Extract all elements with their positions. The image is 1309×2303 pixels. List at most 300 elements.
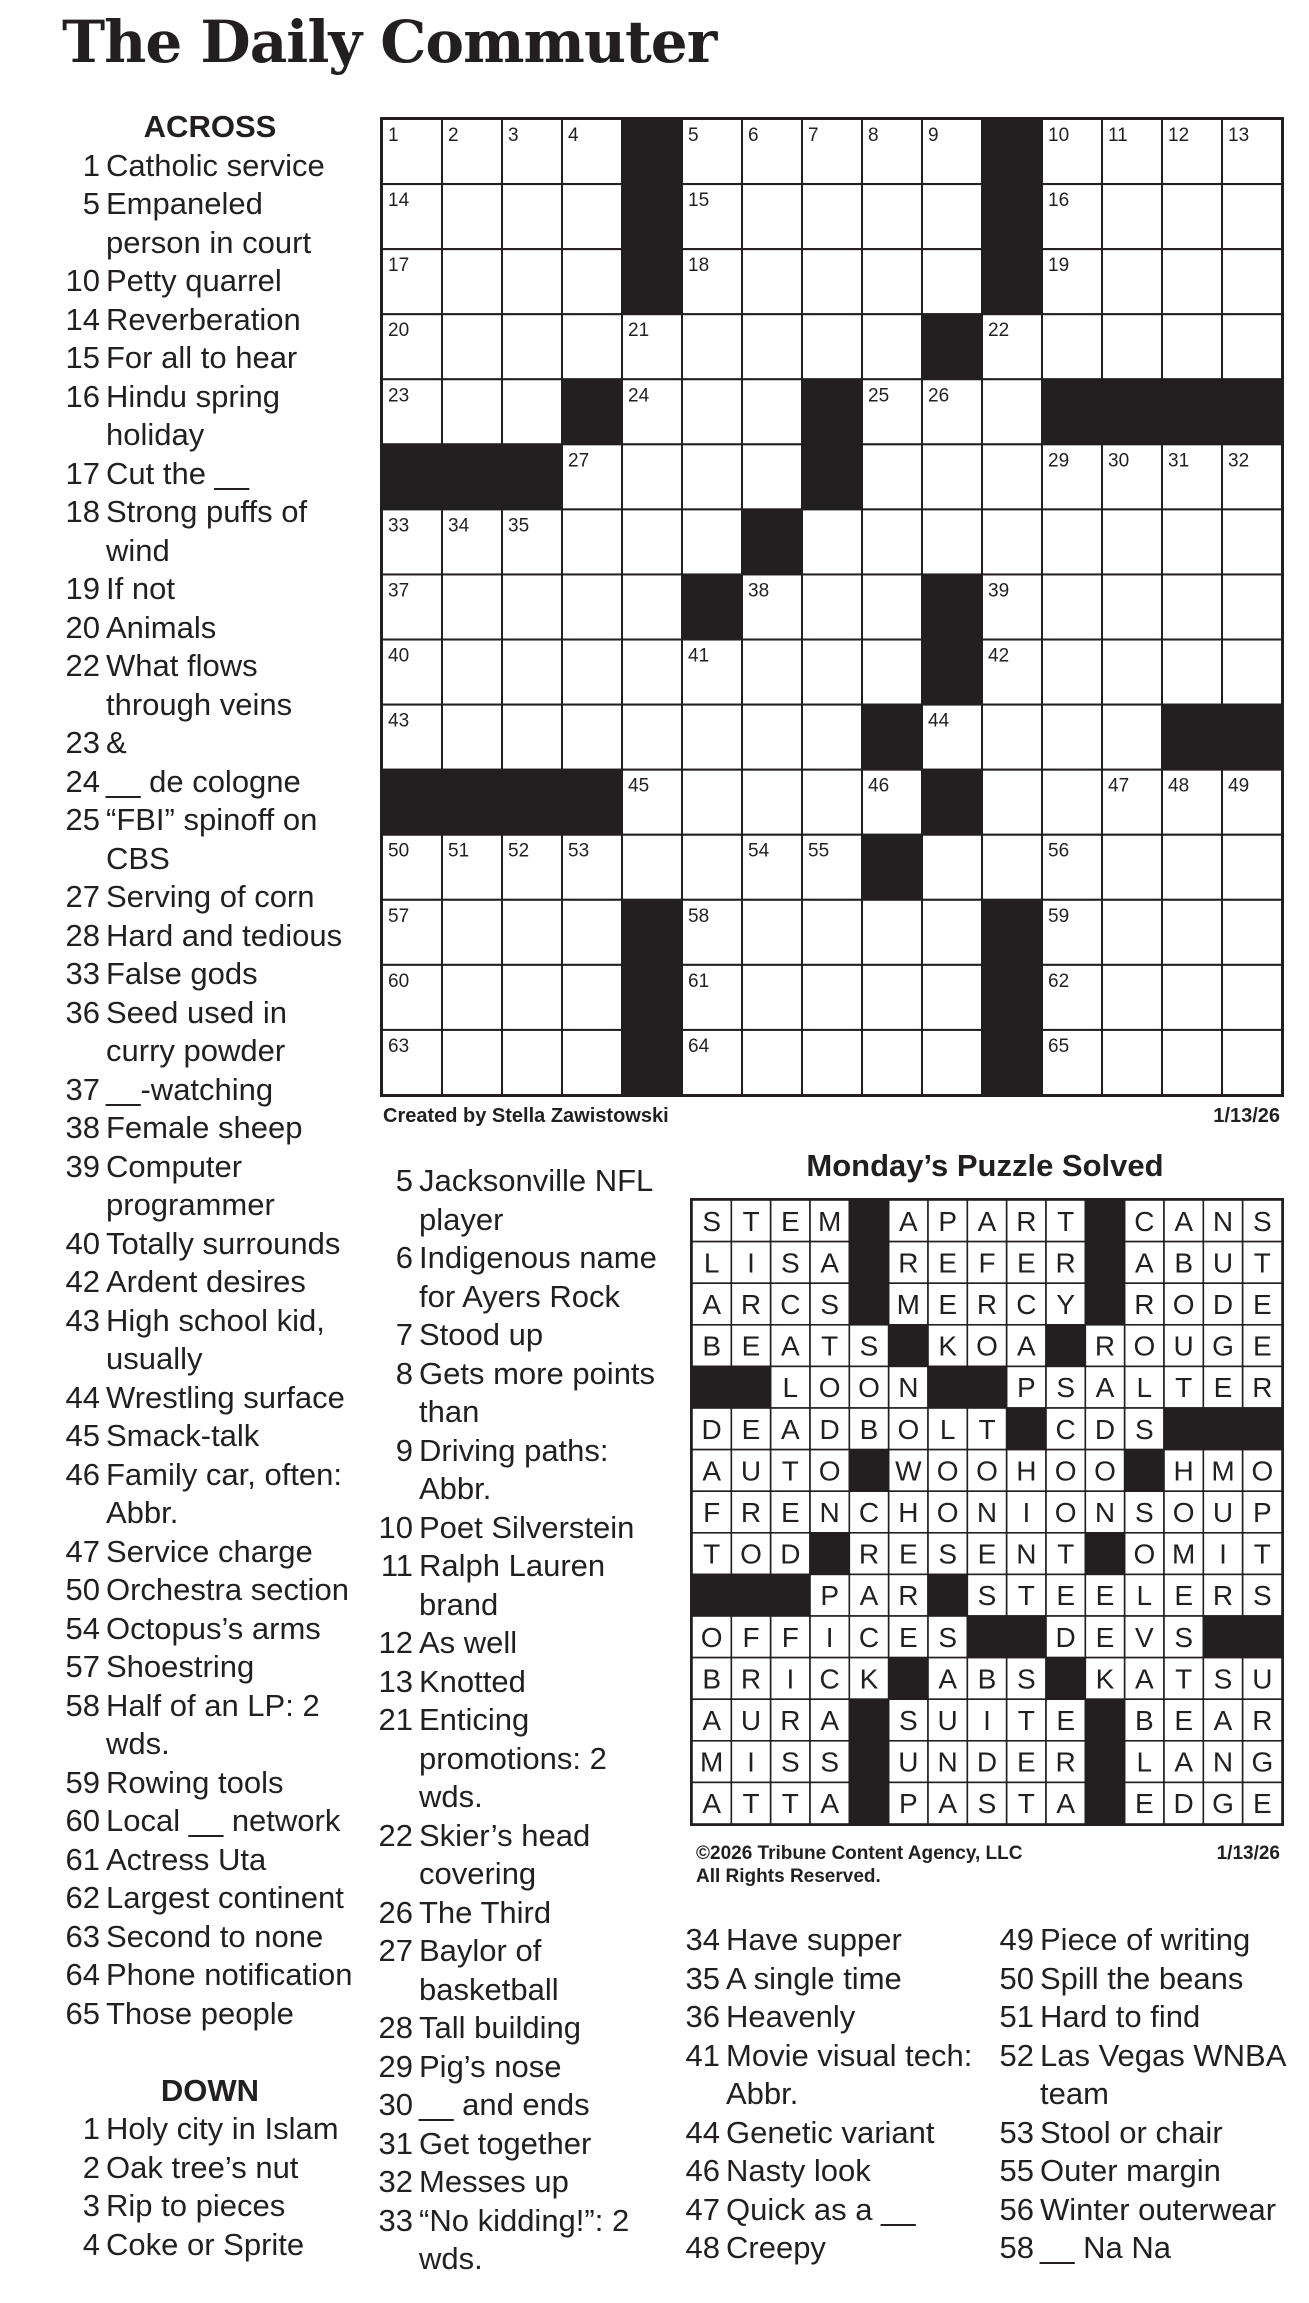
solution-letter: I — [1219, 1538, 1227, 1570]
solution-letter: T — [1175, 1372, 1193, 1404]
grid-cell[interactable] — [1102, 314, 1162, 379]
solution-letter: M — [1211, 1455, 1235, 1487]
cell-number: 37 — [388, 580, 410, 602]
cell-number: 30 — [1108, 450, 1130, 472]
grid-cell[interactable] — [1222, 835, 1282, 900]
grid-cell[interactable] — [562, 1030, 622, 1095]
clue-number: 38 — [65, 1110, 100, 1145]
solution-letter: T — [1057, 1205, 1075, 1237]
black-square — [382, 770, 442, 835]
solution-black-square — [849, 1200, 888, 1242]
cell-number: 34 — [448, 515, 470, 537]
solution-black-square — [1085, 1782, 1124, 1824]
grid-cell[interactable] — [982, 444, 1042, 509]
solution-letter: D — [819, 1413, 840, 1445]
grid-cell[interactable] — [562, 184, 622, 249]
solution-letter: E — [1056, 1580, 1076, 1612]
grid-cell[interactable] — [622, 444, 682, 509]
grid-cell[interactable] — [442, 640, 502, 705]
grid-cell[interactable] — [562, 509, 622, 574]
grid-cell[interactable] — [682, 314, 742, 379]
solution-letter: A — [1134, 1663, 1154, 1695]
grid-cell[interactable] — [442, 574, 502, 639]
grid-cell[interactable] — [682, 509, 742, 574]
solution-letter: L — [703, 1247, 720, 1279]
grid-cell[interactable] — [1102, 705, 1162, 770]
grid-cell[interactable] — [862, 640, 922, 705]
solution-letter: T — [742, 1205, 760, 1237]
solution-letter: N — [898, 1372, 919, 1404]
cell-number: 62 — [1048, 970, 1070, 992]
solution-letter: P — [1252, 1497, 1272, 1528]
grid-cell[interactable] — [1162, 835, 1222, 900]
grid-cell[interactable] — [802, 574, 862, 639]
clue-item — [60, 1533, 360, 1572]
solution-letter: E — [780, 1205, 800, 1237]
clue-item — [60, 917, 360, 956]
solution-grid — [690, 1198, 1284, 1826]
solution-letter: L — [782, 1372, 799, 1404]
clue-item — [373, 1239, 673, 1316]
grid-cell[interactable] — [802, 965, 862, 1030]
crossword-grid[interactable] — [380, 117, 1284, 1097]
grid-cell[interactable] — [1222, 900, 1282, 965]
clue-item — [994, 2037, 1304, 2114]
grid-cell[interactable] — [682, 379, 742, 444]
clue-number: 43 — [65, 1302, 100, 1338]
solution-letter: N — [819, 1497, 840, 1528]
solution-black-square — [1085, 1741, 1124, 1783]
solution-letter: F — [781, 1621, 799, 1653]
clue-item — [60, 1456, 360, 1533]
grid-cell[interactable] — [1222, 640, 1282, 705]
grid-cell[interactable] — [802, 509, 862, 574]
solution-letter: A — [1174, 1746, 1194, 1778]
clue-text: Empaneled person in court — [106, 186, 312, 260]
solution-letter: O — [1133, 1330, 1156, 1362]
solution-letter: Y — [1056, 1289, 1076, 1320]
grid-cell[interactable] — [1222, 1030, 1282, 1095]
clue-item — [60, 301, 360, 340]
solution-letter: I — [747, 1746, 755, 1778]
solution-letter: F — [978, 1247, 996, 1279]
clue-text: Winter outerwear — [1040, 2191, 1277, 2227]
clue-item — [994, 2191, 1304, 2230]
grid-cell[interactable] — [1222, 249, 1282, 314]
clue-item — [373, 1509, 673, 1548]
grid-cell[interactable] — [682, 444, 742, 509]
grid-cell[interactable] — [622, 640, 682, 705]
grid-cell[interactable] — [922, 184, 982, 249]
clue-item — [60, 724, 360, 763]
clue-number: 40 — [65, 1225, 100, 1261]
clue-number: 63 — [65, 1918, 100, 1954]
solution-letter: S — [820, 1746, 840, 1778]
solution-letter: N — [937, 1746, 958, 1778]
clue-text: Outer margin — [1040, 2153, 1221, 2188]
clue-number: 5 — [395, 1163, 413, 1198]
across-clues-column — [60, 108, 360, 2264]
down-clue-list-1 — [60, 2110, 360, 2264]
grid-cell[interactable] — [862, 509, 922, 574]
clue-item — [60, 455, 360, 494]
grid-cell[interactable] — [1042, 705, 1102, 770]
solution-letter: R — [1016, 1205, 1037, 1237]
grid-cell[interactable] — [742, 640, 802, 705]
grid-cell[interactable] — [1042, 640, 1102, 705]
grid-cell[interactable] — [982, 509, 1042, 574]
clue-number: 26 — [378, 1894, 413, 1930]
clue-item — [373, 1624, 673, 1663]
clue-text: __ and ends — [419, 2087, 590, 2122]
grid-cell[interactable] — [802, 705, 862, 770]
clue-item — [60, 1687, 360, 1764]
down-header: DOWN — [160, 2072, 260, 2108]
cell-number: 18 — [688, 255, 710, 277]
clue-text: Hard to find — [1040, 1999, 1201, 2034]
grid-cell[interactable] — [742, 965, 802, 1030]
solution-letter: M — [818, 1205, 842, 1237]
grid-cell[interactable] — [742, 705, 802, 770]
copyright-line-1: ©2026 Tribune Content Agency, LLC — [696, 1843, 1023, 1864]
clue-text: Pig’s nose — [419, 2048, 562, 2084]
grid-cell[interactable] — [562, 900, 622, 965]
solution-letter: A — [820, 1705, 840, 1736]
grid-cell[interactable] — [1162, 640, 1222, 705]
grid-cell[interactable] — [1042, 770, 1102, 835]
clue-text: Animals — [106, 609, 217, 645]
clue-text: Cut the __ — [106, 455, 250, 491]
clue-number: 61 — [65, 1841, 100, 1877]
grid-cell[interactable] — [442, 379, 502, 444]
black-square — [982, 184, 1042, 249]
grid-cell[interactable] — [1042, 509, 1102, 574]
clue-item — [60, 378, 360, 455]
grid-cell[interactable] — [1162, 314, 1222, 379]
clue-number: 59 — [65, 1764, 100, 1800]
clue-item — [60, 1109, 360, 1148]
solution-letter: N — [1212, 1205, 1234, 1237]
grid-cell[interactable] — [802, 900, 862, 965]
clue-item — [60, 763, 360, 802]
grid-cell[interactable] — [742, 900, 802, 965]
grid-cell[interactable] — [1042, 574, 1102, 639]
clue-number: 50 — [999, 1960, 1034, 1996]
grid-cell[interactable] — [1162, 574, 1222, 639]
clue-text: Petty quarrel — [106, 263, 282, 298]
cell-number: 6 — [748, 125, 759, 146]
grid-cell[interactable] — [1222, 314, 1282, 379]
grid-cell[interactable] — [622, 509, 682, 574]
grid-cell[interactable] — [1102, 835, 1162, 900]
solution-letter: A — [702, 1455, 722, 1487]
grid-cell[interactable] — [562, 965, 622, 1030]
clue-number: 36 — [685, 1999, 720, 2034]
grid-cell[interactable] — [862, 444, 922, 509]
solution-letter: R — [1252, 1705, 1273, 1736]
grid-cell[interactable] — [982, 835, 1042, 900]
grid-cell[interactable] — [562, 314, 622, 379]
clue-item — [60, 1802, 360, 1841]
clue-number: 31 — [378, 2125, 413, 2161]
grid-cell[interactable] — [1102, 640, 1162, 705]
grid-cell[interactable] — [502, 705, 562, 770]
grid-cell[interactable] — [802, 314, 862, 379]
clue-text: Actress Uta — [106, 1841, 267, 1877]
grid-cell[interactable] — [922, 900, 982, 965]
solution-letter: U — [937, 1705, 958, 1736]
solution-letter: A — [1213, 1705, 1233, 1736]
grid-cell[interactable] — [1102, 184, 1162, 249]
clue-item — [60, 1225, 360, 1264]
grid-cell[interactable] — [442, 705, 502, 770]
grid-cell[interactable] — [502, 249, 562, 314]
clue-number: 45 — [65, 1418, 100, 1453]
solution-letter: E — [938, 1247, 958, 1279]
clue-number: 51 — [999, 1999, 1034, 2034]
grid-cell[interactable] — [862, 249, 922, 314]
clue-item — [994, 2229, 1304, 2268]
clue-text: Have supper — [726, 1922, 902, 1957]
grid-cell[interactable] — [922, 965, 982, 1030]
clue-text: Rip to pieces — [106, 2188, 286, 2223]
clue-text: Oak tree’s nut — [106, 2149, 299, 2185]
grid-cell[interactable] — [562, 249, 622, 314]
cell-number: 38 — [748, 580, 770, 602]
grid-cell[interactable] — [1162, 184, 1222, 249]
solution-letter: O — [897, 1413, 920, 1445]
grid-cell[interactable] — [502, 965, 562, 1030]
solution-letter: D — [1094, 1413, 1116, 1445]
clue-item — [680, 2191, 985, 2230]
solution-date: 1/13/26 — [1216, 1843, 1280, 1864]
solution-letter: V — [1134, 1621, 1154, 1653]
solution-letter: L — [939, 1413, 956, 1445]
clue-item — [60, 570, 360, 609]
solution-letter: C — [1016, 1289, 1037, 1320]
solution-letter: S — [1134, 1413, 1154, 1445]
clue-number: 58 — [999, 2230, 1034, 2265]
grid-cell[interactable] — [922, 249, 982, 314]
grid-cell[interactable] — [682, 835, 742, 900]
grid-cell[interactable] — [742, 444, 802, 509]
solution-letter: L — [1136, 1580, 1153, 1612]
grid-cell[interactable] — [622, 835, 682, 900]
solution-letter: E — [938, 1289, 958, 1320]
grid-cell[interactable] — [802, 1030, 862, 1095]
solution-letter: A — [1016, 1330, 1036, 1362]
grid-cell[interactable] — [442, 965, 502, 1030]
grid-cell[interactable] — [502, 184, 562, 249]
grid-cell[interactable] — [802, 184, 862, 249]
grid-cell[interactable] — [1222, 509, 1282, 574]
grid-cell[interactable] — [1222, 965, 1282, 1030]
grid-cell[interactable] — [742, 770, 802, 835]
grid-cell[interactable] — [982, 379, 1042, 444]
grid-cell[interactable] — [1222, 184, 1282, 249]
solution-letter: S — [859, 1330, 879, 1362]
solution-letter: D — [780, 1538, 801, 1570]
black-square — [1162, 379, 1222, 444]
clue-text: Hindu spring holiday — [106, 378, 281, 452]
grid-cell[interactable] — [922, 835, 982, 900]
clue-number: 60 — [65, 1803, 100, 1838]
grid-cell[interactable] — [742, 184, 802, 249]
clue-item — [373, 2086, 673, 2125]
solution-letter: N — [1212, 1746, 1234, 1778]
cell-number: 17 — [388, 255, 410, 277]
solution-letter: N — [1016, 1538, 1037, 1570]
cell-number: 25 — [868, 385, 890, 407]
solution-black-square — [731, 1574, 770, 1616]
grid-cell[interactable] — [1162, 509, 1222, 574]
cell-number: 59 — [1048, 905, 1070, 927]
solution-letter: O — [818, 1372, 841, 1404]
cell-number: 53 — [568, 840, 590, 862]
cell-number: 29 — [1048, 450, 1070, 472]
clue-number: 47 — [65, 1533, 100, 1569]
clue-text: Service charge — [106, 1533, 313, 1569]
clue-text: Rowing tools — [106, 1764, 284, 1800]
grid-cell[interactable] — [802, 770, 862, 835]
grid-cell[interactable] — [922, 509, 982, 574]
solution-letter: T — [1057, 1538, 1075, 1570]
clue-number: 54 — [65, 1610, 100, 1646]
grid-cell[interactable] — [622, 574, 682, 639]
solution-letter: C — [858, 1621, 880, 1653]
cell-number: 35 — [508, 515, 530, 537]
cell-number: 26 — [928, 385, 950, 407]
grid-cell[interactable] — [862, 314, 922, 379]
grid-cell[interactable] — [502, 574, 562, 639]
solution-letter: A — [938, 1788, 958, 1820]
grid-cell[interactable] — [442, 1030, 502, 1095]
grid-cell[interactable] — [442, 314, 502, 379]
grid-cell[interactable] — [742, 1030, 802, 1095]
solution-letter: C — [1055, 1413, 1076, 1445]
clue-text: If not — [106, 571, 175, 606]
clue-text: __ Na Na — [1040, 2230, 1171, 2265]
clue-text: Indigenous name for Ayers Rock — [419, 1240, 657, 1314]
grid-cell[interactable] — [442, 249, 502, 314]
grid-cell[interactable] — [982, 770, 1042, 835]
grid-cell[interactable] — [1102, 509, 1162, 574]
clue-number: 25 — [65, 802, 100, 837]
grid-cell[interactable] — [562, 705, 622, 770]
clue-item — [60, 1841, 360, 1880]
solution-letter: A — [1056, 1788, 1076, 1820]
grid-cell[interactable] — [682, 705, 742, 770]
clue-number: 18 — [65, 494, 100, 529]
clue-text: __ de cologne — [106, 763, 301, 799]
cell-number: 19 — [1048, 255, 1070, 277]
solution-letter: O — [740, 1538, 762, 1570]
grid-cell[interactable] — [742, 249, 802, 314]
grid-cell[interactable] — [862, 1030, 922, 1095]
clue-number: 46 — [685, 2153, 720, 2188]
grid-cell[interactable] — [742, 379, 802, 444]
grid-cell[interactable] — [802, 249, 862, 314]
grid-cell[interactable] — [1102, 574, 1162, 639]
grid-cell[interactable] — [1102, 1030, 1162, 1095]
grid-cell[interactable] — [862, 184, 922, 249]
clue-item — [373, 1432, 673, 1509]
grid-cell[interactable] — [742, 314, 802, 379]
grid-cell[interactable] — [622, 705, 682, 770]
clue-text: Ardent desires — [106, 1264, 306, 1299]
grid-cell[interactable] — [982, 705, 1042, 770]
grid-cell[interactable] — [862, 965, 922, 1030]
cell-number: 51 — [448, 840, 470, 862]
solution-letter: E — [1016, 1247, 1036, 1279]
solution-letter: S — [702, 1205, 722, 1237]
grid-cell[interactable] — [502, 1030, 562, 1095]
cell-number: 41 — [688, 645, 710, 667]
grid-cell[interactable] — [502, 640, 562, 705]
solution-letter: T — [978, 1413, 996, 1445]
grid-cell[interactable] — [1102, 900, 1162, 965]
black-square — [1042, 379, 1102, 444]
clue-item — [60, 147, 360, 186]
grid-cell[interactable] — [502, 314, 562, 379]
grid-cell[interactable] — [922, 444, 982, 509]
solution-letter: O — [1094, 1455, 1116, 1487]
solution-letter: T — [703, 1538, 721, 1570]
grid-cell[interactable] — [1222, 574, 1282, 639]
solution-letter: T — [742, 1788, 760, 1820]
grid-cell[interactable] — [502, 379, 562, 444]
solution-letter: M — [896, 1289, 920, 1320]
grid-cell[interactable] — [862, 900, 922, 965]
grid-cell[interactable] — [1042, 314, 1102, 379]
solution-black-square — [1085, 1533, 1124, 1575]
clue-text: Quick as a __ — [726, 2191, 916, 2227]
grid-cell[interactable] — [1162, 965, 1222, 1030]
grid-cell[interactable] — [862, 574, 922, 639]
solution-letter: O — [818, 1455, 841, 1487]
clue-item — [60, 955, 360, 994]
grid-cell[interactable] — [682, 770, 742, 835]
grid-cell[interactable] — [562, 640, 622, 705]
cell-number: 43 — [388, 710, 410, 732]
grid-cell[interactable] — [1102, 249, 1162, 314]
grid-cell[interactable] — [442, 184, 502, 249]
clue-text: “FBI” spinoff on CBS — [106, 802, 318, 876]
grid-cell[interactable] — [1162, 900, 1222, 965]
grid-cell[interactable] — [922, 1030, 982, 1095]
grid-cell[interactable] — [1162, 1030, 1222, 1095]
grid-cell[interactable] — [442, 900, 502, 965]
grid-cell[interactable] — [802, 640, 862, 705]
solution-letter: M — [700, 1746, 724, 1778]
solution-black-square — [967, 1366, 1006, 1408]
grid-cell[interactable] — [502, 900, 562, 965]
solution-letter: U — [1252, 1663, 1273, 1695]
cell-number: 47 — [1108, 775, 1130, 797]
solution-letter: R — [1055, 1746, 1076, 1778]
cell-number: 36 — [748, 515, 770, 537]
grid-cell[interactable] — [1102, 965, 1162, 1030]
solution-letter: S — [780, 1247, 800, 1279]
clue-number: 52 — [999, 2037, 1034, 2073]
grid-cell[interactable] — [1162, 249, 1222, 314]
cell-number: 45 — [628, 775, 650, 797]
solution-black-square — [849, 1699, 888, 1741]
solution-letter: W — [895, 1455, 922, 1487]
solution-letter: O — [976, 1330, 998, 1362]
clue-text: Strong puffs of wind — [106, 494, 308, 568]
grid-cell[interactable] — [562, 574, 622, 639]
